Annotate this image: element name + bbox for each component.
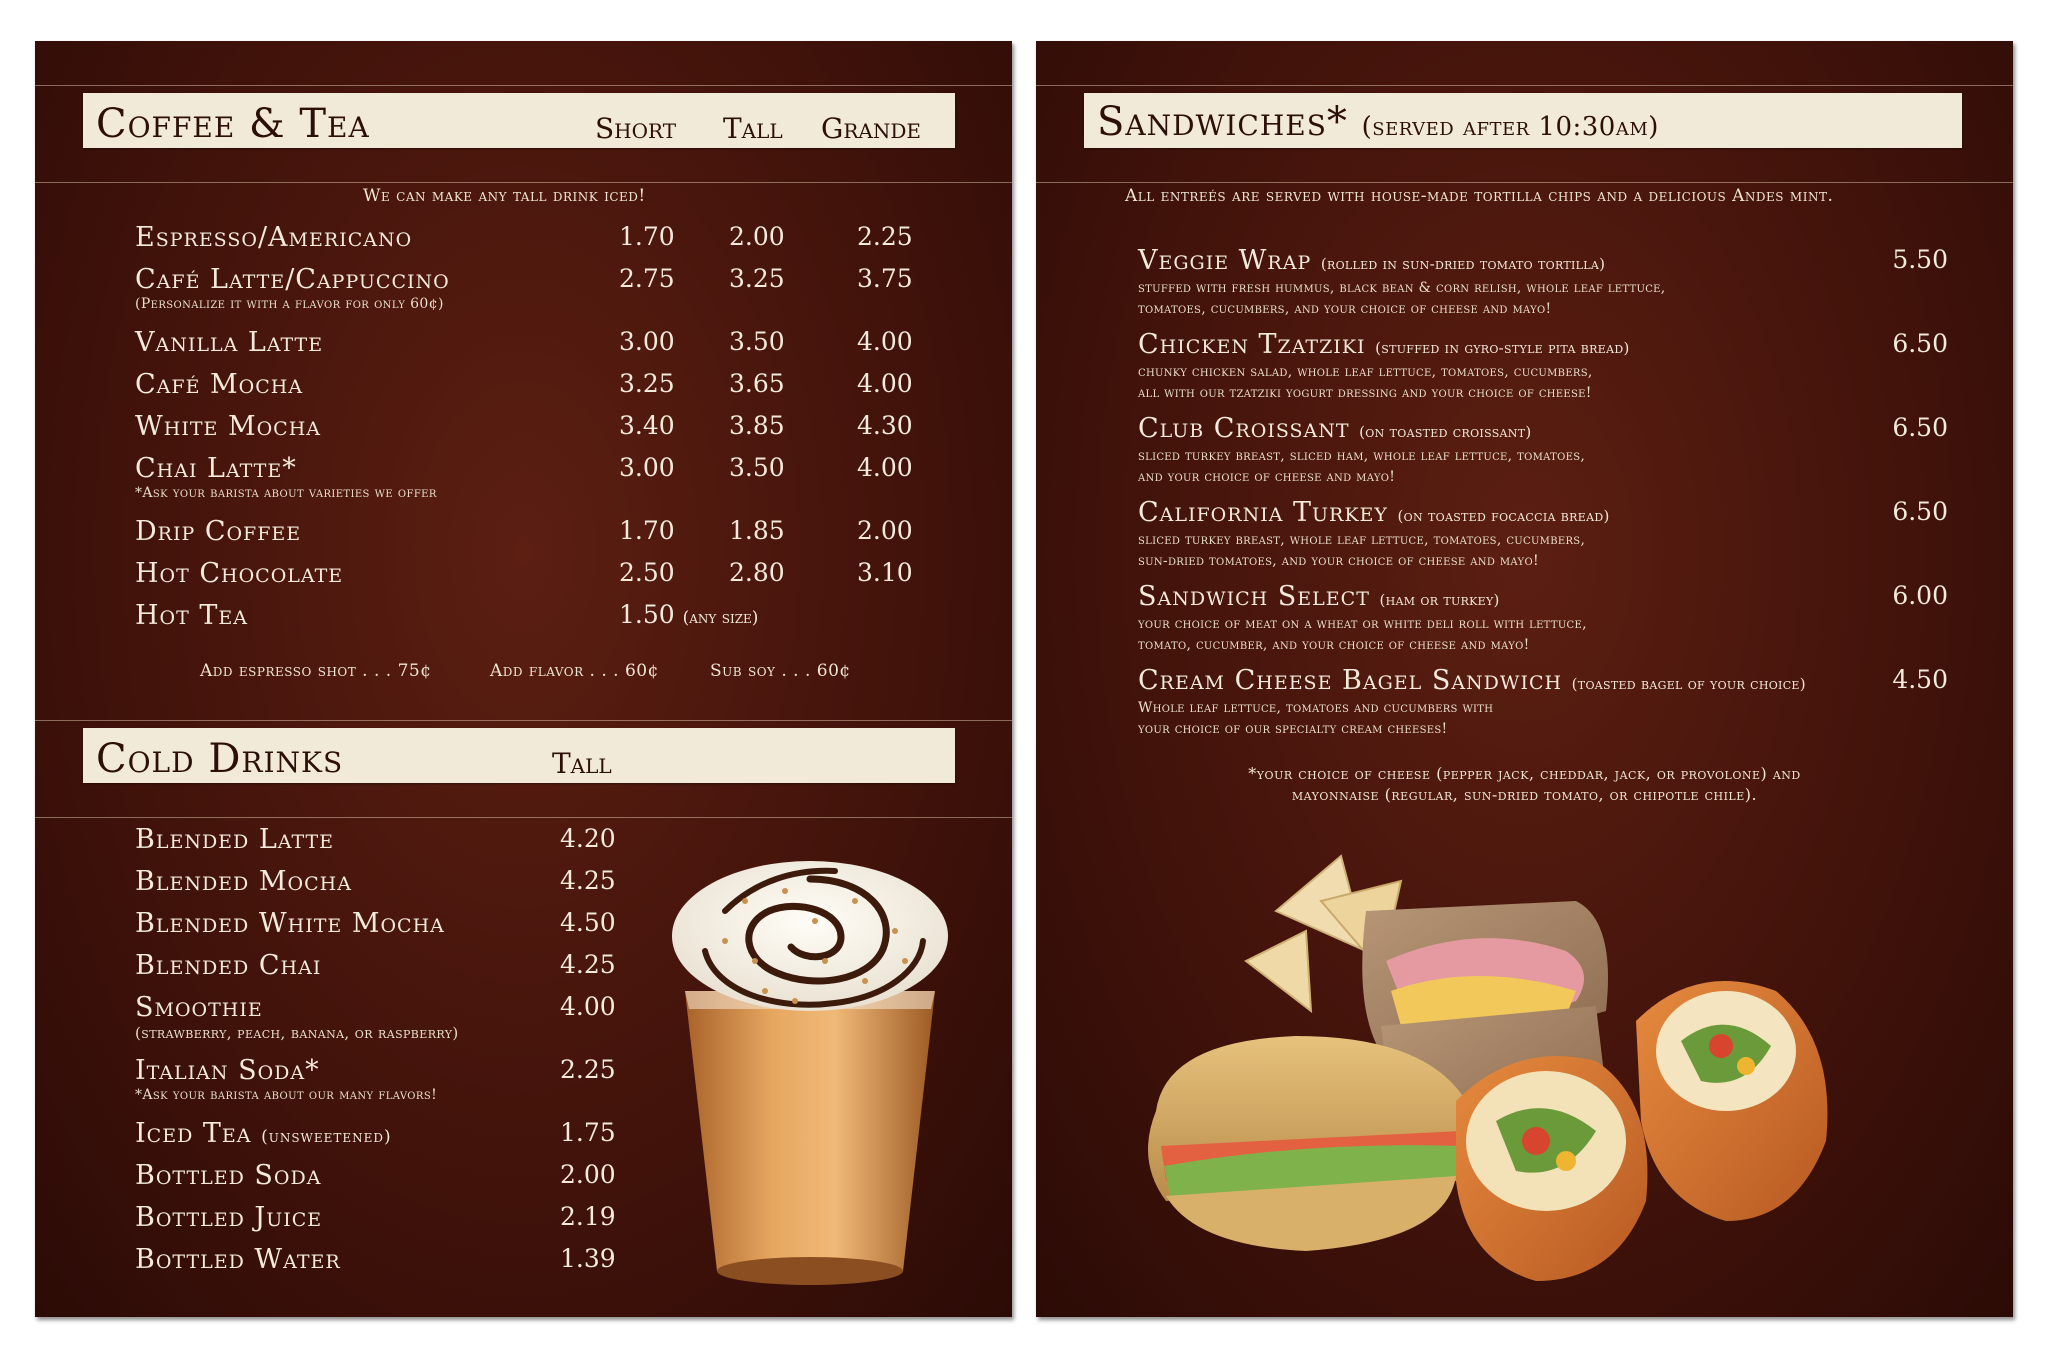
item-name: Bottled Water: [135, 1244, 341, 1275]
desc-line: all with our tzatziki yogurt dressing and your choice of cheese!: [1138, 385, 1592, 401]
menu-row: [35, 558, 1012, 588]
col-short: Short: [595, 112, 677, 145]
sandwich-header-box: [1084, 93, 1962, 148]
item-sub: (Personalize it with a flavor for only 60¢): [135, 296, 444, 312]
cheese-footnote: [1036, 763, 2013, 805]
price-tall: 1.39: [560, 1244, 616, 1273]
cold-header-box: [83, 728, 955, 783]
menu-row: [35, 453, 1012, 501]
desc-line: tomatoes, cucumbers, and your choice of cheese and mayo!: [1138, 301, 1552, 317]
item-name-text: Veggie Wrap: [1138, 245, 1312, 276]
item-note: (ham or turkey): [1379, 591, 1500, 609]
col-cold-tall: Tall: [552, 747, 612, 780]
item-note: (toasted bagel of your choice): [1571, 675, 1806, 693]
menu-row: [35, 411, 1012, 441]
price-grande: 3.10: [857, 558, 913, 587]
item-name-text: Chicken Tzatziki: [1138, 329, 1366, 360]
desc-line: your choice of our specialty cream cheeses!: [1138, 721, 1448, 737]
desc-line: sliced turkey breast, sliced ham, whole leaf lettuce, tomatoes,: [1138, 448, 1586, 464]
sandwich-photo: [1136, 841, 1966, 1311]
price-tall: 4.50: [560, 908, 616, 937]
item-name: Bottled Soda: [135, 1160, 322, 1191]
price-tall: 2.19: [560, 1202, 616, 1231]
price-short: 1.70: [619, 516, 675, 545]
menu-row: [35, 600, 1012, 630]
item-name-text: Sandwich Select: [1138, 581, 1370, 612]
desc-line: Whole leaf lettuce, tomatoes and cucumbers with: [1138, 700, 1494, 716]
any-size-note: (any size): [682, 608, 759, 628]
item-name: Blended Latte: [135, 824, 335, 855]
item-desc: [1138, 530, 1585, 572]
coffee-title: Coffee & Tea: [96, 101, 370, 147]
desc-line: and your choice of cheese and mayo!: [1138, 469, 1396, 485]
item-name: [1138, 581, 1500, 612]
item-sub: *Ask your barista about varieties we offer: [135, 485, 437, 501]
addon-soy: Sub soy . . . 60¢: [710, 661, 851, 681]
item-name: [1138, 665, 1806, 696]
item-name: Café Latte/Cappuccino: [135, 264, 450, 295]
item-desc: [1138, 614, 1587, 656]
menu-row: [35, 327, 1012, 357]
menu-row: [35, 516, 1012, 546]
price-short: 3.00: [619, 453, 675, 482]
price-tall: 4.25: [560, 950, 616, 979]
price-tall: 3.25: [729, 264, 785, 293]
right-menu-page: [1036, 41, 2013, 1317]
price-short: 3.40: [619, 411, 675, 440]
price-tall: 4.20: [560, 824, 616, 853]
price-grande: 3.75: [857, 264, 913, 293]
price-short: 3.00: [619, 327, 675, 356]
price-short: 2.75: [619, 264, 675, 293]
price-tall: 3.50: [729, 453, 785, 482]
item-name: White Mocha: [135, 411, 322, 442]
hot-tea-price: 1.50: [619, 600, 675, 629]
addon-espresso: Add espresso shot . . . 75¢: [200, 661, 432, 681]
price-tall: 4.25: [560, 866, 616, 895]
footnote-line: *your choice of cheese (pepper jack, cheddar, jack, or provolone) and: [1248, 764, 1801, 783]
menu-row: [35, 222, 1012, 252]
item-name: Hot Chocolate: [135, 558, 344, 589]
item-price: 4.50: [1892, 665, 1948, 694]
item-note: (on toasted croissant): [1359, 423, 1532, 441]
price-grande: 4.00: [857, 327, 913, 356]
item-price: 6.50: [1892, 329, 1948, 358]
sandwich-header-band: [1036, 85, 2013, 183]
price-grande: 4.00: [857, 453, 913, 482]
sandwich-subtitle: (served after 10:30am): [1361, 112, 1659, 142]
price-tall: 2.00: [560, 1160, 616, 1189]
item-name: [1138, 245, 1605, 276]
desc-line: sliced turkey breast, whole leaf lettuce, tomatoes, cucumbers,: [1138, 532, 1586, 548]
price-grande: 4.30: [857, 411, 913, 440]
price-tall: 3.65: [729, 369, 785, 398]
item-name: Vanilla Latte: [135, 327, 324, 358]
coffee-header-band: [35, 85, 1012, 183]
price-tall: 3.50: [729, 327, 785, 356]
item-price: 6.50: [1892, 497, 1948, 526]
price-grande: 2.25: [857, 222, 913, 251]
item-price: 6.00: [1892, 581, 1948, 610]
iced-note: We can make any tall drink iced!: [363, 186, 646, 206]
item-name-text: Iced Tea: [135, 1118, 252, 1149]
item-name: [135, 1118, 392, 1149]
price-tall: 1.75: [560, 1118, 616, 1147]
sandwich-title: [1097, 99, 1659, 145]
item-name-text: Club Croissant: [1138, 413, 1350, 444]
item-desc: [1138, 446, 1585, 488]
item-name-text: California Turkey: [1138, 497, 1388, 528]
item-desc: [1138, 362, 1593, 404]
desc-line: stuffed with fresh hummus, black bean & corn relish, whole leaf lettuce,: [1138, 280, 1666, 296]
item-desc: [1138, 278, 1666, 320]
item-name: Café Mocha: [135, 369, 304, 400]
item-name: Blended Chai: [135, 950, 322, 981]
item-name: Blended Mocha: [135, 866, 352, 897]
item-note: (rolled in sun-dried tomato tortilla): [1320, 255, 1606, 273]
item-name: Bottled Juice: [135, 1202, 323, 1233]
item-name-text: Cream Cheese Bagel Sandwich: [1138, 665, 1563, 696]
price-grande: 2.00: [857, 516, 913, 545]
blended-drink-photo: [665, 841, 955, 1301]
left-menu-page: [35, 41, 1012, 1317]
price-tall: 2.25: [560, 1055, 616, 1084]
price-grande: 4.00: [857, 369, 913, 398]
sandwich-title-text: Sandwiches*: [1097, 99, 1348, 145]
item-name: Smoothie: [135, 992, 263, 1023]
item-name: Italian Soda*: [135, 1055, 320, 1086]
item-desc: [1138, 698, 1493, 740]
item-name: [1138, 413, 1532, 444]
price-tall: 3.85: [729, 411, 785, 440]
desc-line: chunky chicken salad, whole leaf lettuce, tomatoes, cucumbers,: [1138, 364, 1593, 380]
addon-flavor: Add flavor . . . 60¢: [490, 661, 659, 681]
item-name: Drip Coffee: [135, 516, 302, 547]
price-short: 2.50: [619, 558, 675, 587]
entree-note: All entreés are served with house-made tortilla chips and a delicious Andes mint.: [1125, 186, 1834, 206]
menu-row: [35, 369, 1012, 399]
price-tall: 2.80: [729, 558, 785, 587]
footnote-line: mayonnaise (regular, sun-dried tomato, or chipotle chile).: [1291, 785, 1758, 804]
item-name: Blended White Mocha: [135, 908, 445, 939]
desc-line: sun-dried tomatoes, and your choice of cheese and mayo!: [1138, 553, 1539, 569]
cold-title: Cold Drinks: [96, 736, 344, 782]
item-note: (unsweetened): [261, 1127, 392, 1147]
desc-line: tomato, cucumber, and your choice of cheese and mayo!: [1138, 637, 1530, 653]
price-tall: 4.00: [560, 992, 616, 1021]
price-any-size: [619, 600, 758, 629]
item-name: Chai Latte*: [135, 453, 297, 484]
col-tall: Tall: [723, 112, 783, 145]
item-name: [1138, 329, 1630, 360]
coffee-header-box: [83, 93, 955, 148]
item-name: Hot Tea: [135, 600, 248, 631]
price-short: 3.25: [619, 369, 675, 398]
item-price: 5.50: [1892, 245, 1948, 274]
item-name: Espresso/Americano: [135, 222, 413, 253]
item-price: 6.50: [1892, 413, 1948, 442]
item-sub: (strawberry, peach, banana, or raspberry): [135, 1024, 459, 1042]
price-short: 1.70: [619, 222, 675, 251]
item-sub: *Ask your barista about our many flavors!: [135, 1087, 438, 1103]
price-tall: 2.00: [729, 222, 785, 251]
item-name: [1138, 497, 1610, 528]
item-note: (stuffed in gyro-style pita bread): [1375, 339, 1630, 357]
desc-line: your choice of meat on a wheat or white deli roll with lettuce,: [1138, 616, 1587, 632]
item-note: (on toasted focaccia bread): [1397, 507, 1610, 525]
menu-row: [35, 264, 1012, 312]
price-tall: 1.85: [729, 516, 785, 545]
col-grande: Grande: [821, 112, 922, 145]
cold-header-band: [35, 720, 1012, 818]
